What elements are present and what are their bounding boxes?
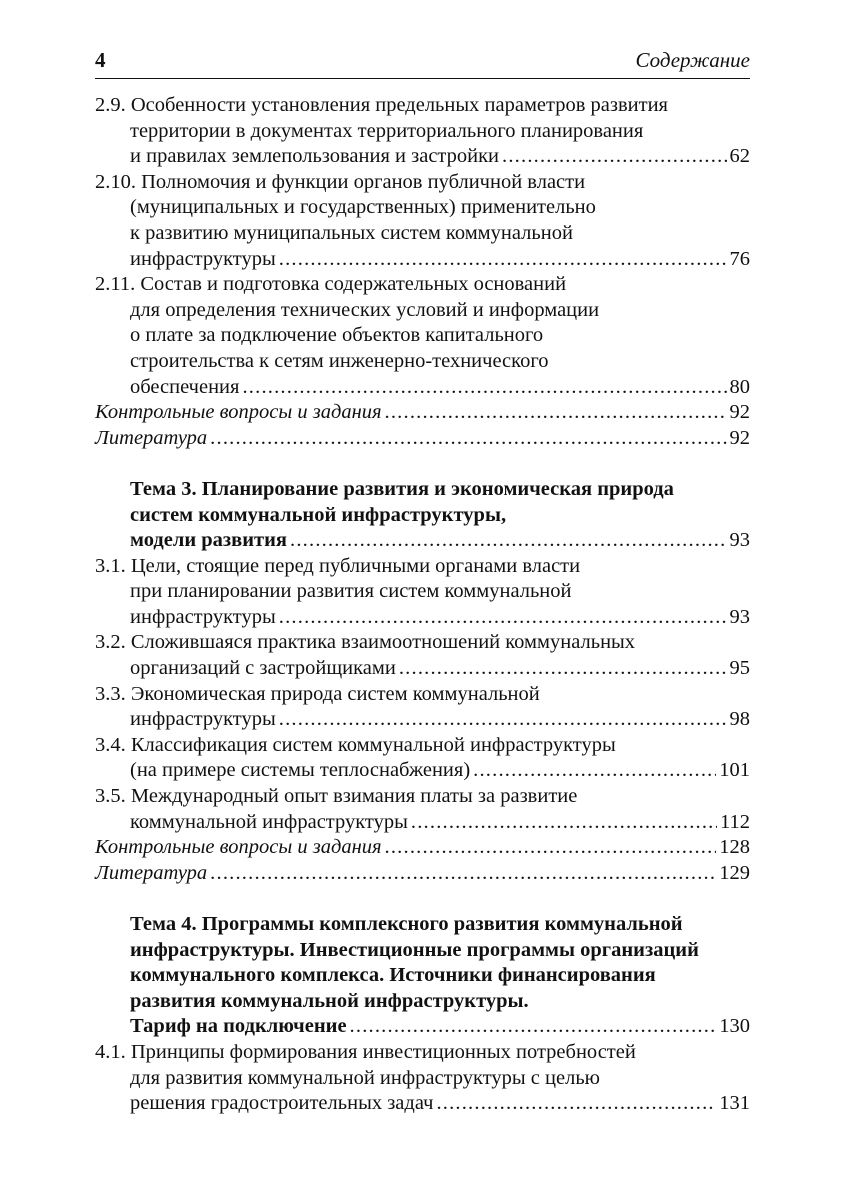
theme-title-line: развития коммунальной инфраструктуры. bbox=[130, 989, 529, 1012]
page-ref: 62 bbox=[729, 145, 750, 168]
entry-title-line: обеспечения bbox=[130, 375, 240, 398]
dot-leader bbox=[502, 144, 726, 170]
entry-title-line: территории в документах территориального планирования bbox=[130, 119, 644, 142]
toc-entry-literature-2[interactable] bbox=[95, 426, 750, 452]
page-ref: 95 bbox=[729, 657, 750, 680]
toc-entry-3-4[interactable] bbox=[95, 733, 750, 784]
theme-title-line: Тема 4. Программы комплексного развития коммунальной bbox=[130, 913, 683, 935]
entry-title-line: Контрольные вопросы и задания bbox=[95, 836, 382, 859]
entry-title-line: для развития коммунальной инфраструктуры с целью bbox=[130, 1066, 600, 1089]
page-ref: 76 bbox=[729, 247, 750, 270]
toc-entry-4-1[interactable] bbox=[95, 1040, 750, 1117]
entry-title-line: при планировании развития систем коммунальной bbox=[130, 580, 572, 603]
table-of-contents bbox=[95, 93, 750, 1117]
page-ref: 129 bbox=[719, 861, 750, 884]
page-ref: 92 bbox=[729, 401, 750, 424]
entry-number: 4.1. bbox=[95, 1040, 126, 1063]
page-ref: 92 bbox=[729, 426, 750, 449]
page-ref: 131 bbox=[719, 1092, 750, 1115]
dot-leader bbox=[473, 758, 716, 784]
entry-title-line: коммунальной инфраструктуры bbox=[130, 810, 408, 833]
entry-title-line: Цели, стоящие перед публичными органами власти bbox=[130, 554, 581, 577]
entry-title-line: Состав и подготовка содержательных оснований bbox=[140, 273, 567, 296]
dot-leader bbox=[210, 426, 726, 452]
theme-title-line: инфраструктуры. Инвестиционные программы организаций bbox=[130, 938, 699, 961]
entry-title-line: к развитию муниципальных систем коммунальной bbox=[130, 221, 573, 244]
dot-leader bbox=[411, 810, 717, 836]
entry-title-line: Контрольные вопросы и задания bbox=[95, 401, 382, 424]
entry-title-line: Полномочия и функции органов публичной власти bbox=[141, 170, 586, 193]
toc-theme-3[interactable] bbox=[95, 477, 750, 554]
entry-title-line: Литература bbox=[95, 426, 208, 449]
entry-number: 3.3. bbox=[95, 682, 126, 705]
entry-title-line: и правилах землепользования и застройки bbox=[130, 145, 500, 168]
page-ref: 130 bbox=[719, 1015, 750, 1038]
toc-entry-3-3[interactable] bbox=[95, 682, 750, 733]
entry-title-line: Экономическая природа систем коммунальной bbox=[130, 682, 540, 705]
page-ref: 101 bbox=[719, 759, 750, 782]
page-ref: 93 bbox=[729, 605, 750, 628]
toc-entry-questions-2[interactable] bbox=[95, 400, 750, 426]
entry-title-line: Сложившаяся практика взаимоотношений коммунальных bbox=[130, 631, 636, 654]
dot-leader bbox=[242, 375, 726, 401]
entry-number: 2.9. bbox=[95, 94, 126, 116]
dot-leader bbox=[279, 707, 727, 733]
entry-title-line: о плате за подключение объектов капитального bbox=[130, 324, 544, 347]
toc-entry-2-9[interactable] bbox=[95, 93, 750, 170]
dot-leader bbox=[210, 861, 716, 887]
entry-title-line: (на примере системы теплоснабжения) bbox=[130, 759, 471, 782]
entry-title-line: (муниципальных и государственных) применительно bbox=[130, 196, 596, 219]
entry-title-line: Литература bbox=[95, 861, 208, 884]
toc-entry-3-2[interactable] bbox=[95, 630, 750, 681]
dot-leader bbox=[385, 835, 717, 861]
toc-entry-2-10[interactable] bbox=[95, 170, 750, 272]
page-ref: 98 bbox=[729, 708, 750, 731]
toc-entry-questions-3[interactable] bbox=[95, 835, 750, 861]
entry-title-line: для определения технических условий и информации bbox=[130, 298, 600, 321]
page-ref: 80 bbox=[729, 375, 750, 398]
dot-leader bbox=[279, 605, 727, 631]
dot-leader bbox=[279, 247, 727, 273]
entry-number: 3.2. bbox=[95, 631, 126, 654]
theme-title-line: Тариф на подключение bbox=[130, 1015, 347, 1038]
page-ref: 128 bbox=[719, 836, 750, 859]
running-title: Содержание bbox=[635, 48, 750, 72]
entry-title-line: строительства к сетям инженерно-технического bbox=[130, 349, 549, 372]
entry-title-line: инфраструктуры bbox=[130, 605, 276, 628]
entry-number: 2.11. bbox=[95, 273, 136, 296]
theme-title-line: модели развития bbox=[130, 529, 288, 552]
entry-number: 3.1. bbox=[95, 554, 126, 577]
entry-title-line: инфраструктуры bbox=[130, 708, 276, 731]
entry-number: 3.5. bbox=[95, 785, 126, 808]
dot-leader bbox=[436, 1091, 716, 1117]
entry-title-line: Особенности установления предельных параметров развития bbox=[130, 94, 668, 116]
entry-title-line: инфраструктуры bbox=[130, 247, 276, 270]
toc-entry-3-5[interactable] bbox=[95, 784, 750, 835]
theme-title-line: систем коммунальной инфраструктуры, bbox=[130, 503, 507, 526]
theme-title-line: коммунального комплекса. Источники финансирования bbox=[130, 964, 656, 987]
dot-leader bbox=[290, 528, 726, 554]
page-ref: 112 bbox=[720, 810, 750, 833]
toc-entry-literature-3[interactable] bbox=[95, 861, 750, 887]
dot-leader bbox=[399, 656, 727, 682]
entry-title-line: Классификация систем коммунальной инфраструктуры bbox=[130, 733, 616, 756]
entry-number: 2.10. bbox=[95, 170, 136, 193]
page-number: 4 bbox=[95, 48, 106, 72]
entry-title-line: Международный опыт взимания платы за развитие bbox=[130, 785, 578, 808]
entry-title-line: организаций с застройщиками bbox=[130, 657, 396, 680]
page-ref: 93 bbox=[729, 529, 750, 552]
toc-entry-2-11[interactable] bbox=[95, 272, 750, 400]
entry-number: 3.4. bbox=[95, 733, 126, 756]
entry-title-line: решения градостроительных задач bbox=[130, 1092, 434, 1115]
page-header bbox=[95, 46, 750, 79]
toc-entry-3-1[interactable] bbox=[95, 554, 750, 631]
dot-leader bbox=[385, 400, 727, 426]
toc-theme-4[interactable] bbox=[95, 912, 750, 1040]
dot-leader bbox=[350, 1014, 717, 1040]
theme-title-line: Тема 3. Планирование развития и экономическая природа bbox=[130, 477, 674, 500]
entry-title-line: Принципы формирования инвестиционных потребностей bbox=[130, 1040, 636, 1063]
